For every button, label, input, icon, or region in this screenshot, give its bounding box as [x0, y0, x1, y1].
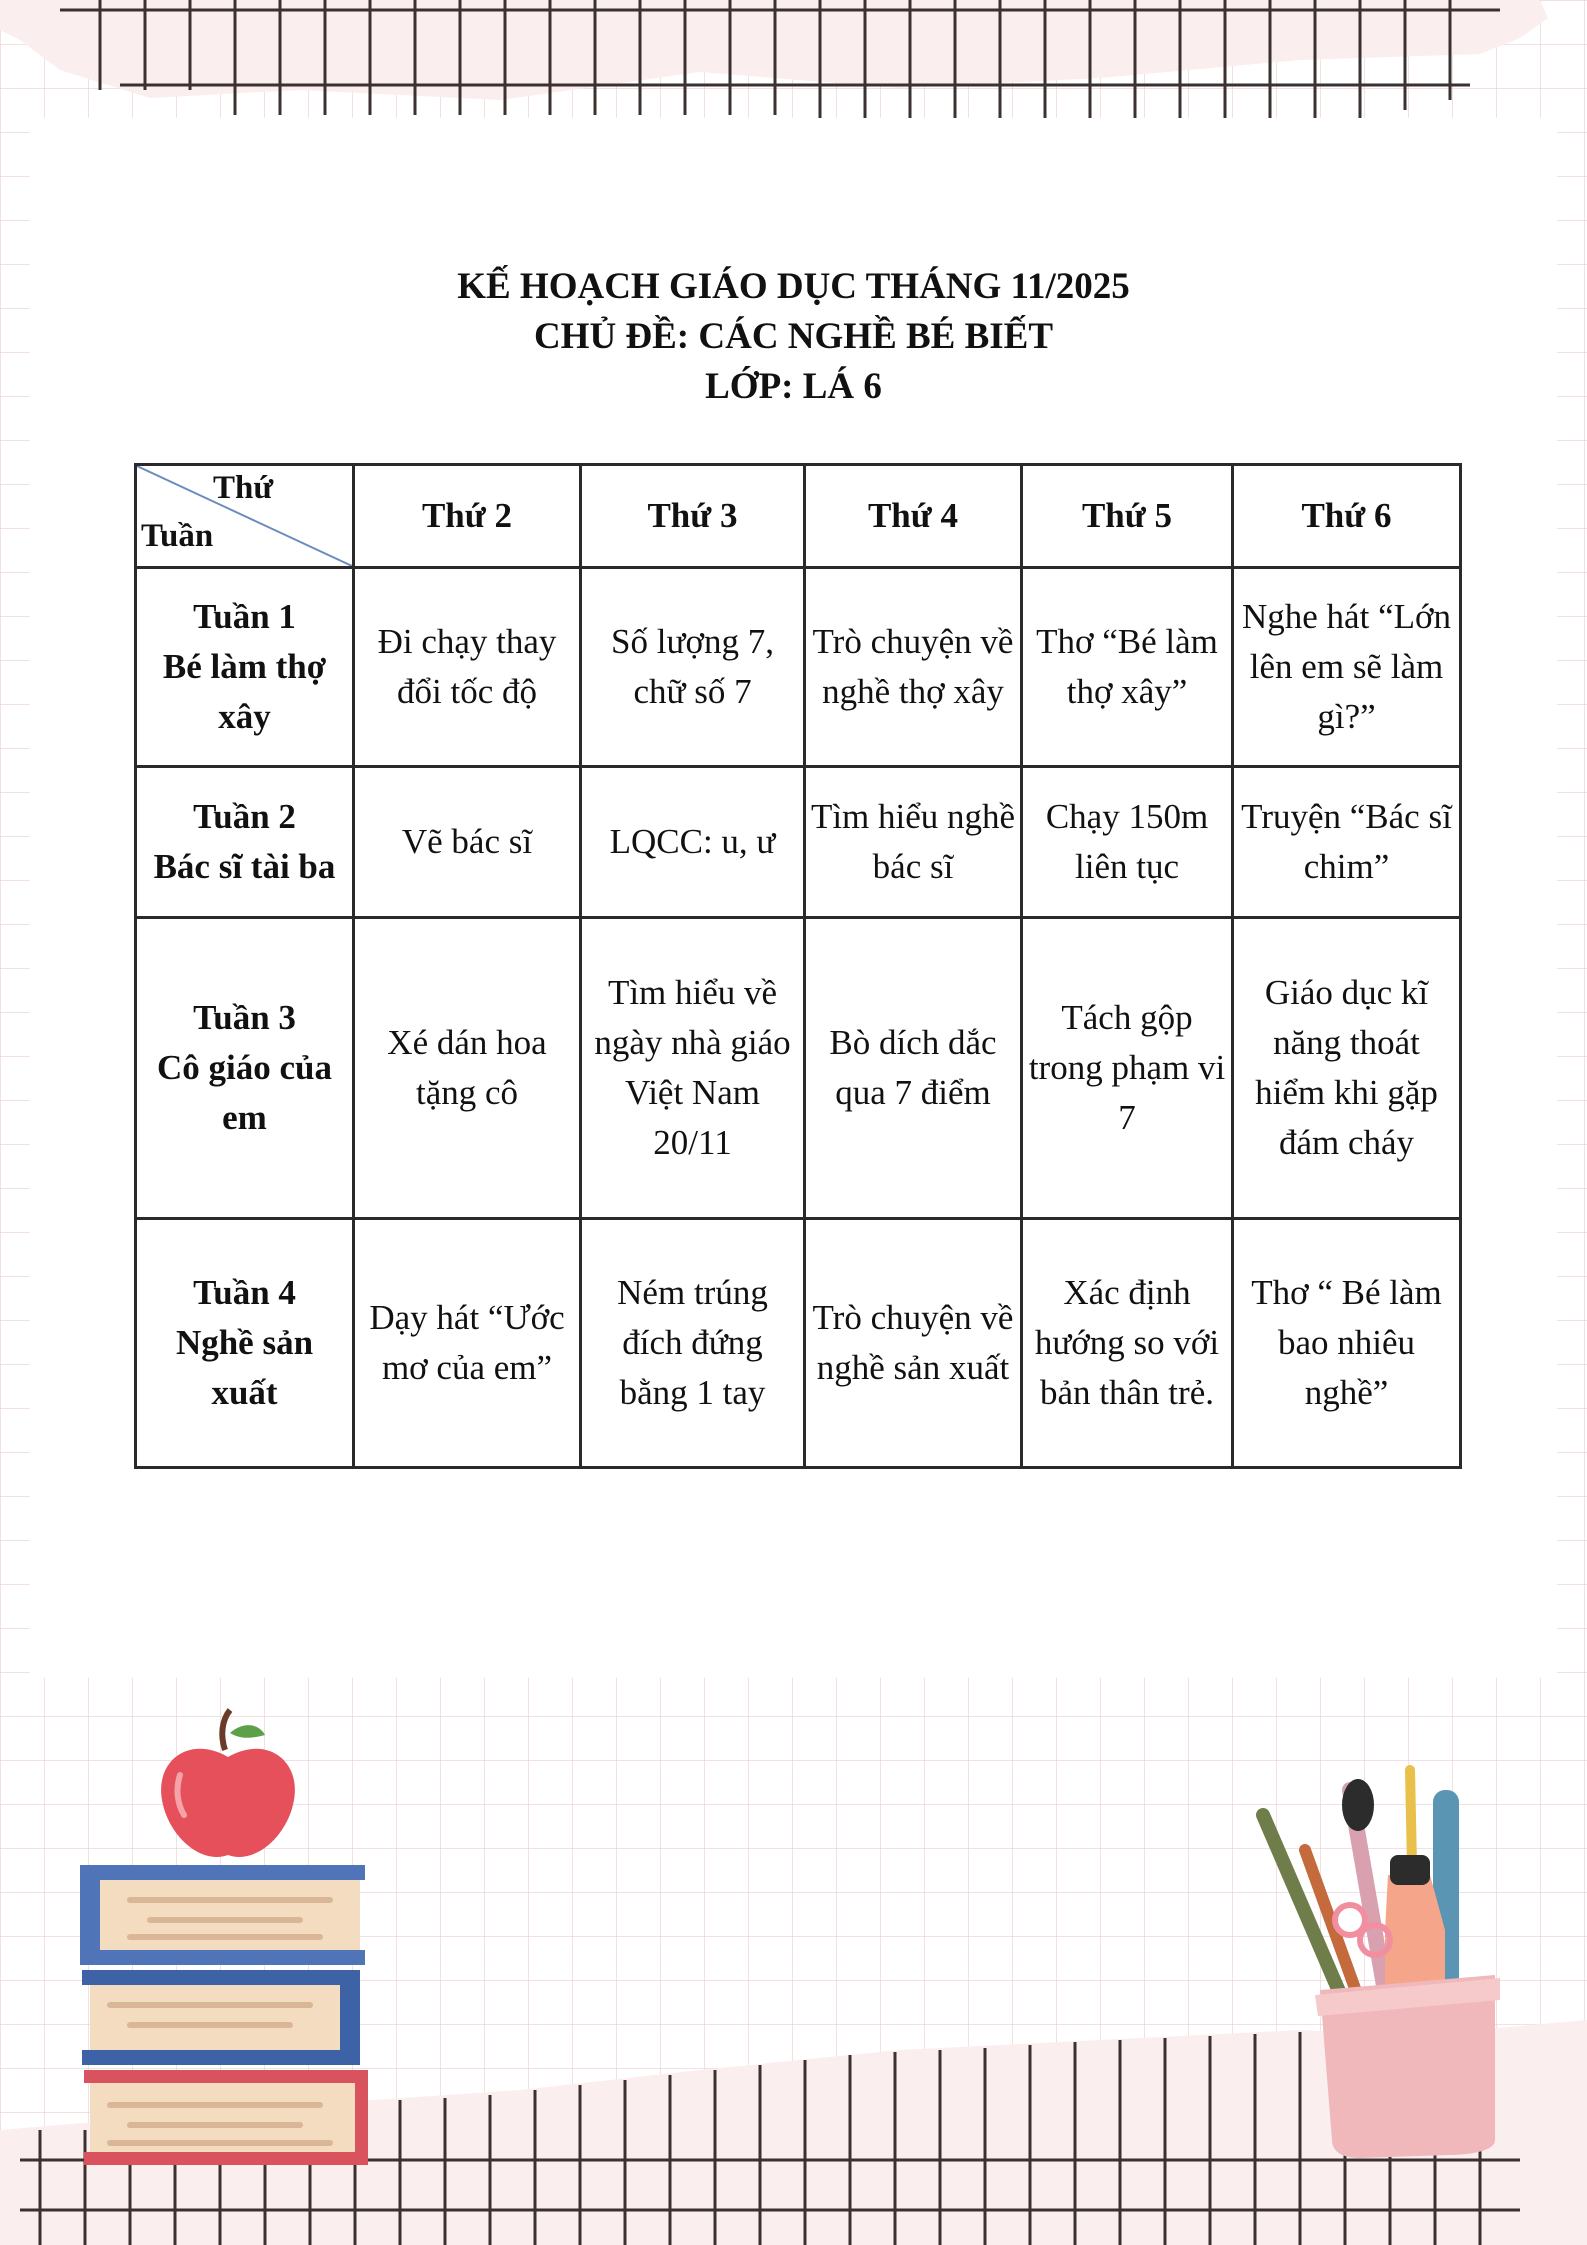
week-header-cell: [136, 568, 354, 767]
activity-cell: Bò dích dắc qua 7 điểm: [805, 918, 1022, 1219]
week-topic: Nghề sản xuất: [175, 1323, 314, 1412]
day-header: Thứ 5: [1022, 465, 1233, 568]
activity-cell: Ném trúng đích đứng bằng 1 tay: [581, 1219, 805, 1468]
activity-cell: Thơ “ Bé làm bao nhiêu nghề”: [1233, 1219, 1461, 1468]
activity-cell: Xé dán hoa tặng cô: [354, 918, 581, 1219]
header-row: [136, 465, 1461, 568]
week-row: [136, 1219, 1461, 1468]
top-torn-paper-decoration: [0, 0, 1587, 135]
week-name: Tuần 2: [193, 797, 296, 836]
activity-cell: Truyện “Bác sĩ chim”: [1233, 767, 1461, 918]
corner-day-label: Thứ: [213, 470, 274, 506]
day-header: Thứ 6: [1233, 465, 1461, 568]
document-title: [0, 262, 1587, 412]
week-topic: Bé làm thợ xây: [162, 647, 327, 736]
week-row: [136, 918, 1461, 1219]
activity-cell: Nghe hát “Lớn lên em sẽ làm gì?”: [1233, 568, 1461, 767]
activity-cell: Tìm hiểu về ngày nhà giáo Việt Nam 20/11: [581, 918, 805, 1219]
week-row: [136, 767, 1461, 918]
week-header-cell: [136, 767, 354, 918]
activity-cell: Đi chạy thay đổi tốc độ: [354, 568, 581, 767]
day-header: Thứ 4: [805, 465, 1022, 568]
day-header: Thứ 3: [581, 465, 805, 568]
activity-cell: LQCC: u, ư: [581, 767, 805, 918]
activity-cell: Thơ “Bé làm thợ xây”: [1022, 568, 1233, 767]
week-header-cell: [136, 1219, 354, 1468]
week-name: Tuần 4: [193, 1273, 296, 1312]
pencil-cup-illustration: [1250, 1760, 1540, 2160]
corner-header-cell: [136, 465, 354, 568]
activity-cell: Tách gộp trong phạm vi 7: [1022, 918, 1233, 1219]
activity-cell: Tìm hiểu nghề bác sĩ: [805, 767, 1022, 918]
title-topic: CHỦ ĐỀ: CÁC NGHỀ BÉ BIẾT: [533, 316, 1054, 357]
activity-cell: Xác định hướng so với bản thân trẻ.: [1022, 1219, 1233, 1468]
day-header: Thứ 2: [354, 465, 581, 568]
activity-cell: Dạy hát “Ước mơ của em”: [354, 1219, 581, 1468]
week-topic: Bác sĩ tài ba: [153, 847, 336, 886]
activity-cell: Giáo dục kĩ năng thoát hiểm khi gặp đám cháy: [1233, 918, 1461, 1219]
corner-week-label: Tuần: [141, 518, 214, 554]
week-name: Tuần 1: [193, 597, 296, 636]
title-plan: KẾ HOẠCH GIÁO DỤC THÁNG 11/2025: [457, 266, 1130, 307]
week-row: [136, 568, 1461, 767]
activity-cell: Chạy 150m liên tục: [1022, 767, 1233, 918]
title-class: LỚP: LÁ 6: [705, 366, 882, 407]
activity-cell: Số lượng 7, chữ số 7: [581, 568, 805, 767]
week-header-cell: [136, 918, 354, 1219]
books-with-apple-illustration: [70, 1705, 380, 2175]
week-name: Tuần 3: [193, 998, 296, 1037]
activity-cell: Vẽ bác sĩ: [354, 767, 581, 918]
activity-cell: Trò chuyện về nghề thợ xây: [805, 568, 1022, 767]
activity-cell: Trò chuyện về nghề sản xuất: [805, 1219, 1022, 1468]
weekly-plan-table: [134, 463, 1462, 1469]
week-topic: Cô giáo của em: [157, 1048, 332, 1137]
